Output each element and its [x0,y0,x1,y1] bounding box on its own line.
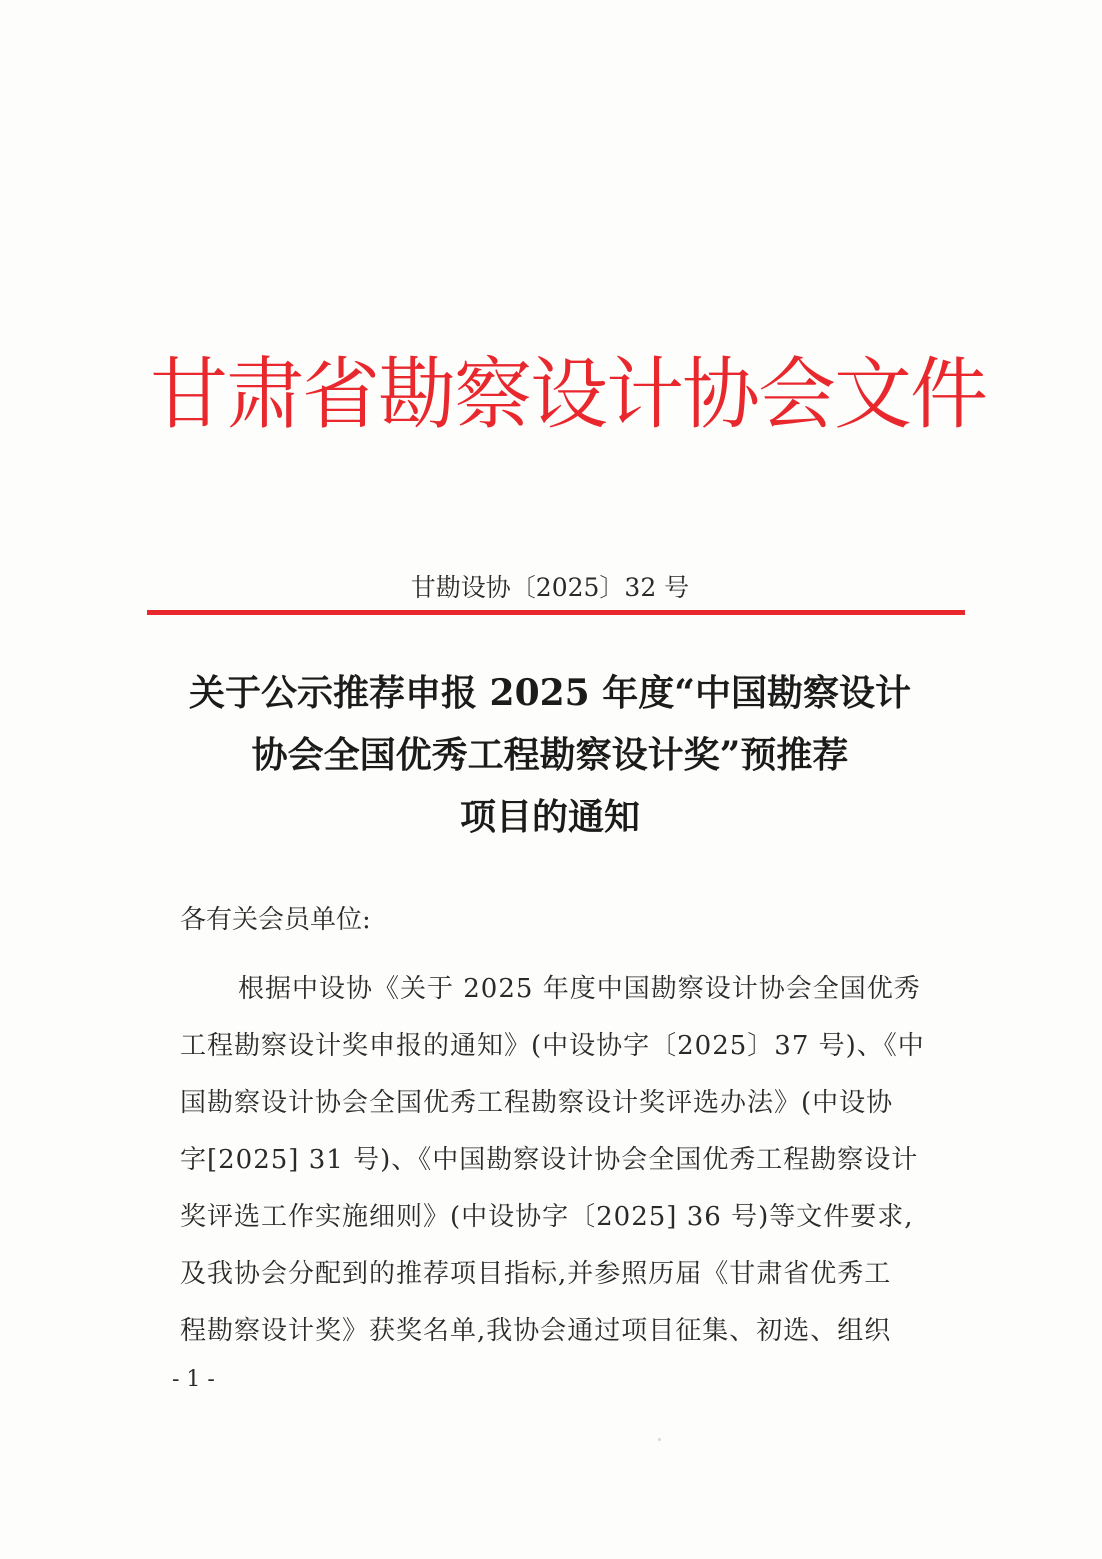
body-line: 根据中设协《关于 2025 年度中国勘察设计协会全国优秀 [238,974,921,1004]
salutation: 各有关会员单位: [180,905,371,935]
notice-title-line: 项目的通知 [459,796,640,838]
scan-speck [658,1438,661,1441]
notice-title-line: 关于公示推荐申报 2025 年度“中国勘察设计 [189,672,911,714]
page-number: - 1 - [172,1367,215,1392]
notice-title [150,662,950,848]
body-line: 程勘察设计奖》获奖名单,我协会通过项目征集、初选、组织 [180,1316,892,1346]
notice-title-line: 协会全国优秀工程勘察设计奖”预推荐 [251,734,849,776]
body-line: 工程勘察设计奖申报的通知》(中设协字〔2025〕37 号)、《中 [180,1031,925,1061]
body-text [180,961,970,1360]
body-line: 及我协会分配到的推荐项目指标,并参照历届《甘肃省优秀工 [180,1259,892,1289]
body-line: 字[2025] 31 号)、《中国勘察设计协会全国优秀工程勘察设计 [180,1145,919,1175]
masthead-title: 甘肃省勘察设计协会文件 [150,350,987,440]
body-line: 国勘察设计协会全国优秀工程勘察设计奖评选办法》(中设协 [180,1088,894,1118]
document-number: 甘勘设协〔2025〕32 号 [410,573,690,602]
body-line: 奖评选工作实施细则》(中设协字〔2025] 36 号)等文件要求, [180,1202,914,1232]
red-divider-line [147,610,965,615]
